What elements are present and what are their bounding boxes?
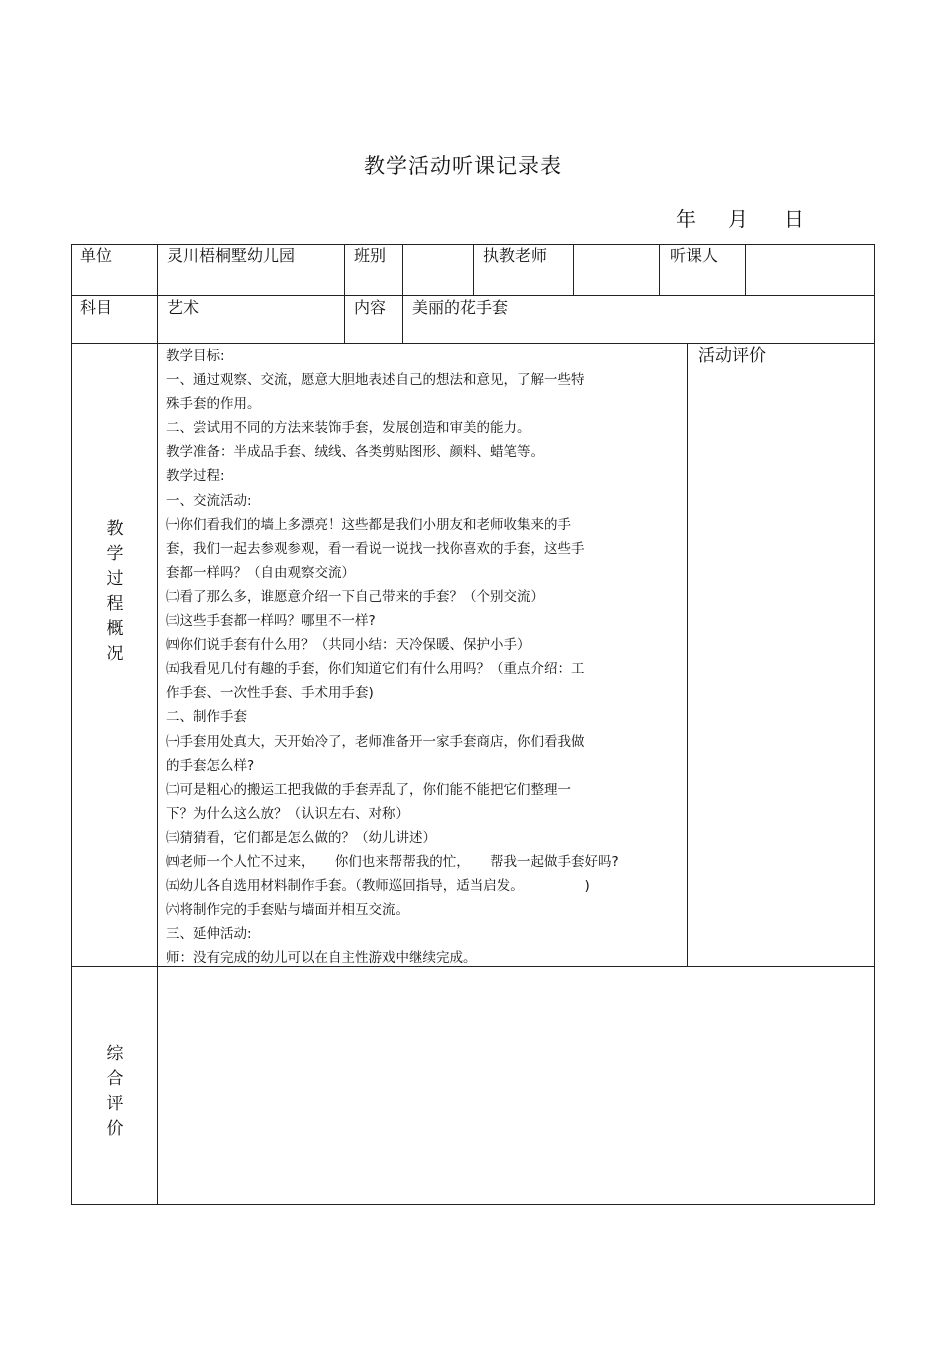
listener-label: 听课人 [670,246,719,265]
process-label: 教 学 过 程 概 况 [106,519,124,664]
row-divider-1 [71,295,875,296]
process-line: ㈠你们看我们的墙上多漂亮！这些都是我们小朋友和老师收集来的手 [166,516,571,533]
process-line: 殊手套的作用。 [166,396,261,413]
process-line: 一、交流活动: [166,492,252,509]
unit-label: 单位 [80,246,113,265]
activity-eval-label: 活动评价 [698,346,766,366]
summary-label: 综 合 评 价 [106,1044,124,1139]
row1-divider-f [745,244,746,295]
process-line: 师：没有完成的幼儿可以在自主性游戏中继续完成。 [166,950,477,967]
process-line: ㈥将制作完的手套贴与墙面并相互交流。 [166,902,409,919]
process-line: 二、尝试用不同的方法来装饰手套，发展创造和审美的能力。 [166,420,531,437]
page-title: 教学活动听课记录表 [364,154,562,178]
class-label: 班别 [354,246,387,265]
process-line: 三、延伸活动: [166,926,252,943]
process-line: 下？为什么这么放？（认识左右、对称） [166,805,409,822]
eval-divider [687,343,688,967]
table-border-right [874,244,875,1205]
col-divider-label [157,244,158,1205]
process-line: ㈤幼儿各自选用材料制作手套。（教师巡回指导，适当启发。 ) [166,878,590,895]
content-label: 内容 [354,298,387,317]
process-content [166,344,686,970]
process-line: ㈡看了那么多，谁愿意介绍一下自己带来的手套？（个别交流） [166,588,544,605]
process-line: ㈠手套用处真大，天开始冷了，老师准备开一家手套商店，你们看我做 [166,733,585,750]
subject-label: 科目 [80,298,113,317]
process-line: 一、通过观察、交流，愿意大胆地表述自己的想法和意见，了解一些特 [166,372,585,389]
process-line: ㈣你们说手套有什么用？（共同小结：天冷保暖、保护小手） [166,637,531,654]
row1-divider-b [402,244,403,295]
process-line: 教学过程: [166,468,225,485]
process-line: 作手套、一次性手套、手术用手套) [166,685,374,702]
row1-divider-a [344,244,345,344]
process-line: 套都一样吗？（自由观察交流） [166,564,355,581]
unit-value: 灵川梧桐墅幼儿园 [167,246,296,265]
date-line [676,203,804,232]
date-month: 月 [728,207,748,231]
teacher-label: 执教老师 [483,246,548,265]
date-year: 年 [676,207,696,231]
process-line: ㈡可是粗心的搬运工把我做的手套弄乱了，你们能不能把它们整理一 [166,781,571,798]
date-day: 日 [784,207,804,231]
table-border-left [71,244,72,1205]
row2-divider [402,295,403,344]
process-line: 二、制作手套 [166,709,247,726]
process-line: ㈣老师一个人忙不过来， 你们也来帮帮我的忙， 帮我一起做手套好吗? [166,853,619,870]
process-line: 教学目标: [166,348,225,364]
row1-divider-e [659,244,660,295]
process-line: 的手套怎么样? [166,757,255,774]
process-line: 套，我们一起去参观参观，看一看说一说找一找你喜欢的手套，这些手 [166,540,585,557]
table-border-bottom [71,1204,875,1205]
process-line: ㈢这些手套都一样吗？哪里不一样? [166,613,376,630]
process-line: ㈢猜猜看，它们都是怎么做的？（幼儿讲述） [166,829,436,846]
row1-divider-c [473,244,474,295]
row1-divider-d [573,244,574,295]
process-line: ㈤我看见几付有趣的手套，你们知道它们有什么用吗？（重点介绍：工 [166,661,585,678]
process-line: 教学准备：半成品手套、绒线、各类剪贴图形、颜料、蜡笔等。 [166,444,544,461]
subject-value: 艺术 [167,298,200,317]
content-value: 美丽的花手套 [412,298,509,317]
